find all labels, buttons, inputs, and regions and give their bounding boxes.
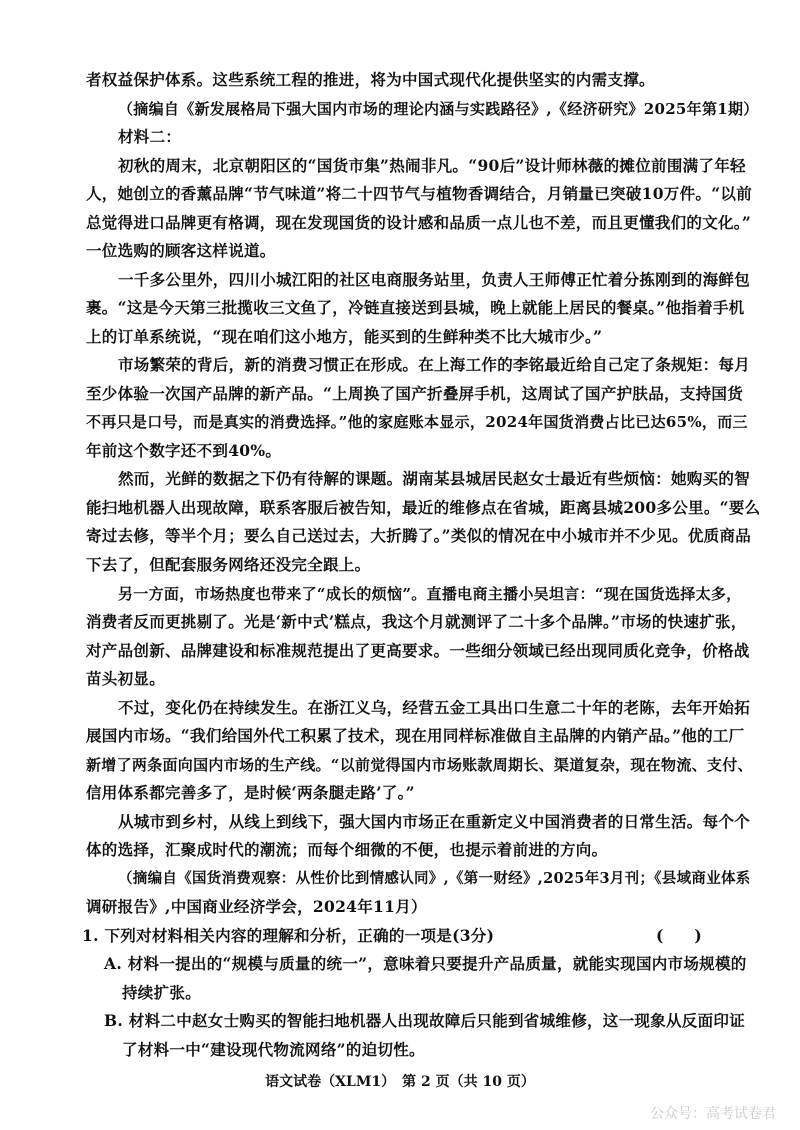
text-line: 寄过去修，等半个月；要么自己送过去，大折腾了。”类似的情况在中小城市并不少见。优质商品 — [86, 526, 752, 545]
source-citation: 调研报告》,中国商业经济学会，2024年11月） — [86, 897, 427, 916]
text-line: 对产品创新、品牌建设和标准规范提出了更高要求。一些细分领域已经出现同质化竞争，价格战 — [86, 641, 750, 660]
text-line: 至少体验一次国产品牌的新产品。“上周换了国产折叠屏手机，这周试了国产护肤品，支持国货 — [86, 384, 744, 403]
source-citation: （摘编自《国货消费观察：从性价比到情感认同》,《第一财经》,2025年3月刊；《县域商业体系 — [118, 870, 751, 887]
text-line: 裹。“这是今天第三批揽收三文鱼了，冷链直接送到县城，晚上就能上居民的餐桌。”他指着手机 — [86, 298, 745, 317]
text-line: 初秋的周末，北京朝阳区的“国货市集”热闹非凡。“90后”设计师林薇的摊位前围满了年轻 — [118, 156, 746, 175]
text-line: 另一方面，市场热度也带来了“成长的烦恼”。直播电商主播小吴坦言：“现在国货选择太多， — [118, 585, 742, 603]
text-line: 信用体系都完善多了，是时候‘两条腿走路’了。” — [86, 783, 415, 802]
text-line: 一位选购的顾客这样说道。 — [86, 241, 276, 260]
text-line: 不过，变化仍在持续发生。在浙江义乌，经营五金工具出口生意二十年的老陈，去年开始拓 — [118, 698, 751, 717]
answer-blank: ( ) — [656, 926, 702, 945]
text-line: 上的订单系统说，“现在咱们这小地方，能买到的生鲜种类不比大城市少。” — [86, 327, 603, 346]
watermark: 公众号：高考试卷君 — [650, 1106, 776, 1122]
text-line: 从城市到乡村，从线上到线下，强大国内市场正在重新定义中国消费者的日常生活。每个个 — [118, 812, 751, 831]
text-line: 一千多公里外，四川小城江阳的社区电商服务站里，负责人王师傅正忙着分拣刚到的海鲜包 — [118, 270, 751, 289]
page-footer: 语文试卷（XLM1） 第 2 页（共 10 页） — [265, 1074, 535, 1090]
text-line: 苗头初显。 — [86, 669, 166, 688]
text-line: 体的选择，汇聚成时代的潮流；而每个细微的不便，也提示着前进的方向。 — [86, 840, 608, 859]
option-a: A. 材料一提出的“规模与质量的统一”，意味着只要提升产品质量，就能实现国内市场规模的 — [104, 954, 747, 973]
text-line: 总觉得进口品牌更有格调，现在发现国货的设计感和品质一点儿也不差，而且更懂我们的文化。” — [86, 213, 752, 232]
option-a-continued: 持续扩张。 — [122, 983, 202, 1002]
text-line: 下去了，但配套服务网络还没完全跟上。 — [86, 555, 371, 574]
text-line: 然而，光鲜的数据之下仍有待解的课题。湖南某县城居民赵女士最近有些烦恼：她购买的智 — [118, 469, 751, 488]
text-line: 能扫地机器人出现故障，联系客服后被告知，最近的维修点在省城，距离县城200多公里。“要么 — [86, 498, 761, 517]
question-stem: 1. 下列对材料相关内容的理解和分析，正确的一项是(3分) — [82, 926, 495, 945]
text-line: 消费者反而更挑剔了。光是‘新中式’糕点，我这个月就测评了二十多个品牌。”市场的快速扩张， — [86, 612, 747, 631]
option-b-continued: 了材料一中“建设现代物流网络”的迫切性。 — [122, 1040, 425, 1059]
text-line: 年前这个数字还不到40%。 — [86, 441, 282, 460]
text-line: 者权益保护体系。这些系统工程的推进，将为中国式现代化提供坚实的内需支撑。 — [86, 70, 655, 89]
text-line: 市场繁荣的背后，新的消费习惯正在形成。在上海工作的李铭最近给自己定了条规矩：每月 — [118, 355, 751, 374]
text-line: 展国内市场。“我们给国外代工积累了技术，现在用同样标准做自主品牌的内销产品。”他的工厂 — [86, 726, 745, 745]
text-line: 人，她创立的香薰品牌“节气味道”将二十四节气与植物香调结合，月销量已突破10万件。“以前 — [86, 184, 753, 203]
text-line: 不再只是口号，而是真实的消费选择。”他的家庭账本显示，2024年国货消费占比已达65%，而三 — [86, 413, 748, 431]
section-heading: 材料二： — [118, 127, 182, 146]
text-line: 新增了两条面向国内市场的生产线。“以前觉得国内市场账款周期长、渠道复杂，现在物流、支付、 — [86, 756, 753, 774]
option-b: B. 材料二中赵女士购买的智能扫地机器人出现故障后只能到省城维修，这一现象从反面印证 — [104, 1011, 745, 1030]
source-citation: （摘编自《新发展格局下强大国内市场的理论内涵与实践路径》,《经济研究》2025年第1期） — [118, 100, 759, 118]
